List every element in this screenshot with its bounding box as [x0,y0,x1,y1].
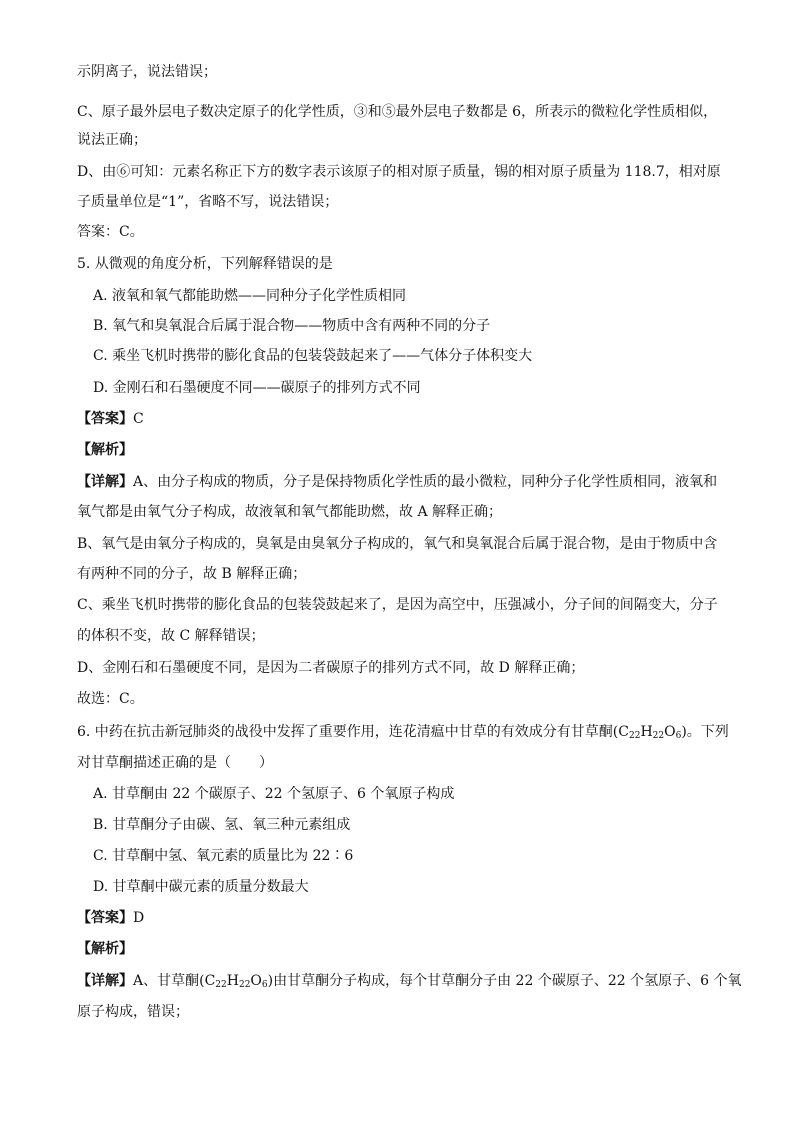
detail-tag: 【详解】 [77,973,133,989]
answer-tag: 【答案】 [77,910,133,926]
formula-text: O [250,973,262,989]
text-line: C、原子最外层电子数决定原子的化学性质，③和⑤最外层电子数都是 6，所表示的微粒化学性质相似， [77,104,718,120]
analysis-tag: 【解析】 [77,442,133,458]
text-line: 有两种不同的分子，故 B 解释正确； [77,566,307,582]
answer-line: 答案：C。 [77,224,144,240]
question-5-answer [77,409,734,429]
question-6-stem-cont: 对甘草酮描述正确的是（ ） [77,755,273,771]
question-6-stem [77,722,734,742]
question-6-option-d: D. 甘草酮中碳元素的质量分数最大 [93,879,309,895]
question-6-detail [77,971,742,991]
subscript: 22 [628,731,641,741]
text-line: B、氧气是由氧分子构成的，臭氧是由臭氧分子构成的，氧气和臭氧混合后属于混合物，是由于物质中含 [77,536,718,552]
text-line: 原子构成，错误； [77,1004,189,1020]
subscript: 22 [652,731,665,741]
answer-tag: 【答案】 [77,411,133,427]
question-5-option-a: A. 液氧和氧气都能助燃——同种分子化学性质相同 [93,288,407,304]
text-line: 故选：C。 [77,691,144,707]
question-5-analysis [77,440,734,460]
answer-value: D [133,910,145,926]
text-line: D、金刚石和石墨硬度不同，是因为二者碳原子的排列方式不同，故 D 解释正确； [77,660,585,676]
subscript: 6 [261,980,268,990]
question-6-answer [77,908,734,928]
text-line: 氧气都是由氧气分子构成，故液氧和氧气都能助燃，故 A 解释正确； [77,504,503,520]
detail-tag: 【详解】 [77,474,133,490]
question-5-option-d: D. 金刚石和石墨硬度不同——碳原子的排列方式不同 [93,380,421,396]
stem-text: )。下列 [681,724,729,740]
detail-text: A、甘草酮(C [133,973,216,989]
answer-value: C [133,411,144,427]
question-5-option-c: C. 乘坐飞机时携带的膨化食品的包装袋鼓起来了——气体分子体积变大 [93,348,533,364]
detail-text: )由甘草酮分子构成，每个甘草酮分子由 22 个碳原子、22 个氢原子、6 个氧 [267,973,742,989]
stem-text: 6. 中药在抗击新冠肺炎的战役中发挥了重要作用，连花清瘟中甘草的有效成分有甘草酮(C [77,724,629,740]
text-line: 说法正确； [77,132,147,148]
text-line: D、由⑥可知：元素名称正下方的数字表示该原子的相对原子质量，锡的相对原子质量为 118.7，相对原 [77,164,721,180]
question-6-analysis [77,939,734,959]
subscript: 22 [215,980,227,990]
question-6-option-b: B. 甘草酮分子由碳、氢、氧三种元素组成 [93,817,351,833]
question-5-detail [77,472,734,492]
formula-text: O [664,724,676,740]
text-line: C、乘坐飞机时携带的膨化食品的包装袋鼓起来了，是因为高空中，压强减小，分子间的间隔变大，分子 [77,597,718,613]
text-line: 示阴离子，说法错误； [77,64,217,80]
text-line: 的体积不变，故 C 解释错误； [77,628,265,644]
question-5-stem: 5. 从微观的角度分析，下列解释错误的是 [77,256,333,272]
question-6-option-c: C. 甘草酮中氢、氧元素的质量比为 22∶6 [93,848,354,864]
detail-text: A、由分子构成的物质，分子是保持物质化学性质的最小微粒，同种分子化学性质相同，液氧和 [133,474,718,490]
formula-text: H [226,973,239,989]
question-6-option-a: A. 甘草酮由 22 个碳原子、22 个氢原子、6 个氧原子构成 [93,786,455,802]
question-5-option-b: B. 氧气和臭氧混合后属于混合物——物质中含有两种不同的分子 [93,318,491,334]
text-line: 子质量单位是“1”，省略不写，说法错误； [77,194,339,210]
analysis-tag: 【解析】 [77,941,133,957]
subscript: 6 [675,731,682,741]
formula-text: H [640,724,653,740]
subscript: 22 [238,980,251,990]
